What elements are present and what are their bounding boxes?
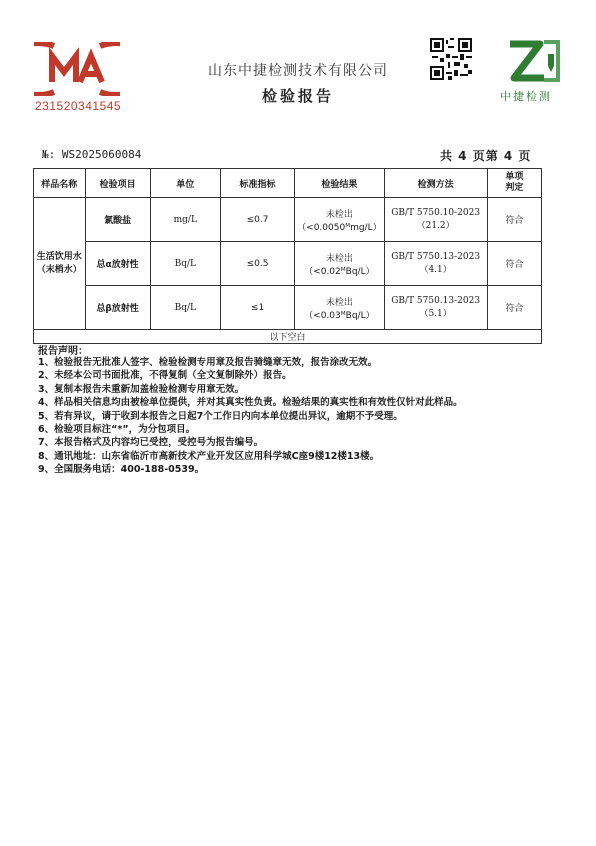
list-item: 7、本报告格式及内容均已受控，受控号为报告编号。 (38, 437, 264, 449)
judgement-cell: 符合 (487, 198, 541, 242)
list-item: 9、全国服务电话：400-188-0539。 (38, 464, 205, 476)
report-number: №: WS2025060084 (42, 148, 142, 161)
list-item: 3、复制本报告未重新加盖检验检测专用章无效。 (38, 383, 245, 395)
standard-cell: ≤0.7 (220, 198, 294, 242)
col-header-result: 检验结果 (295, 169, 384, 198)
result-cell (295, 198, 384, 242)
unit-cell: Bq/L (150, 286, 220, 330)
zhongjie-brand-logo (504, 36, 566, 86)
method-cell (384, 198, 487, 242)
method-clause: （21.2） (416, 221, 455, 231)
result-detail: （<0.02ᴹBq/L） (304, 266, 375, 277)
method-cell (384, 286, 487, 330)
list-item: 6、检验项目标注“*”，为分包项目。 (38, 424, 196, 436)
method-clause: （4.1） (419, 265, 452, 275)
result-text: 未检出 (325, 297, 353, 308)
standard-cell: ≤1 (220, 286, 294, 330)
result-cell (295, 286, 384, 330)
report-title: 检验报告 (261, 87, 334, 105)
result-text: 未检出 (325, 253, 353, 264)
table-row (34, 242, 542, 286)
col-header-method: 检测方法 (384, 169, 487, 198)
table-row (34, 286, 542, 330)
page-indicator: 共 4 页第 4 页 (440, 149, 532, 163)
sample-name: 生活饮用水 （末梢水） (34, 198, 86, 330)
ma-certificate-number: 231520341545 (35, 99, 122, 113)
method-standard: GB/T 5750.13-2023 (391, 252, 481, 262)
method-standard: GB/T 5750.10-2023 (391, 208, 481, 218)
col-header-judgement: 单项 判定 (487, 169, 541, 198)
item-cell: 氯酸盐 (85, 198, 150, 242)
item-cell: 总α放射性 (85, 242, 150, 286)
list-item: 2、未经本公司书面批准，不得复制（全文复制除外）报告。 (38, 370, 292, 382)
declaration-list (38, 356, 558, 477)
list-item: 5、若有异议，请于收到本报告之日起7个工作日内向本单位提出异议，逾期不予受理。 (38, 410, 403, 422)
declaration-heading: 报告声明： (38, 346, 88, 357)
standard-cell: ≤0.5 (220, 242, 294, 286)
blank-note: 以下空白 (34, 330, 542, 344)
result-detail: （<0.0050ᴹmg/L） (297, 222, 382, 233)
col-header-item: 检验项目 (85, 169, 150, 198)
qr-code-icon[interactable] (430, 38, 472, 80)
table-row (34, 198, 542, 242)
col-header-standard: 标准指标 (220, 169, 294, 198)
list-item: 4、样品相关信息均由被检单位提供，并对其真实性负责。检验结果的真实性和有效性仅针对此样品。 (38, 397, 463, 409)
judgement-cell: 符合 (487, 286, 541, 330)
method-standard: GB/T 5750.13-2023 (391, 296, 481, 306)
brand-name: 中捷检测 (500, 90, 552, 103)
unit-cell: mg/L (150, 198, 220, 242)
result-cell (295, 242, 384, 286)
list-item: 8、通讯地址：山东省临沂市高新技术产业开发区应用科学城C座9楼12楼13楼。 (38, 450, 380, 462)
judgement-cell: 符合 (487, 242, 541, 286)
company-name: 山东中捷检测技术有限公司 (208, 63, 388, 79)
unit-cell: Bq/L (150, 242, 220, 286)
method-cell (384, 242, 487, 286)
col-header-sample: 样品名称 (34, 169, 86, 198)
result-text: 未检出 (325, 209, 353, 220)
faint-footer-mark (300, 833, 302, 840)
method-clause: （5.1） (419, 309, 452, 319)
item-cell: 总β放射性 (85, 286, 150, 330)
col-header-unit: 单位 (150, 169, 220, 198)
results-table (33, 168, 542, 344)
blank-note-row (34, 330, 542, 344)
list-item: 1、检验报告无批准人签字、检验检测专用章及报告骑缝章无效，报告涂改无效。 (38, 357, 378, 368)
result-detail: （<0.03ᴹBq/L） (304, 310, 375, 321)
table-header-row (34, 169, 542, 198)
